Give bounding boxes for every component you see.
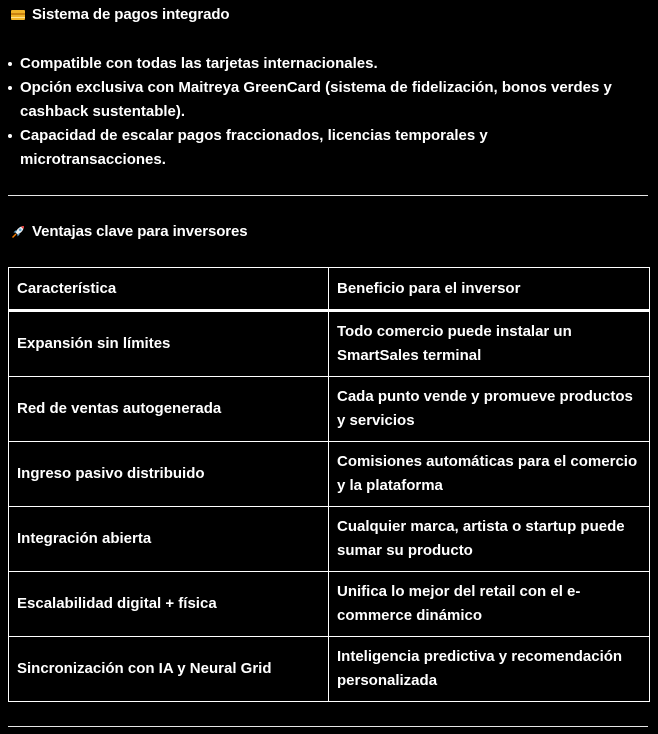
feature-cell: Expansión sin límites xyxy=(9,311,329,377)
feature-cell: Ingreso pasivo distribuido xyxy=(9,442,329,507)
benefit-cell: Todo comercio puede instalar un SmartSales terminal xyxy=(329,311,650,377)
table-row xyxy=(9,637,650,702)
feature-cell: Integración abierta xyxy=(9,507,329,572)
section-divider xyxy=(8,195,648,196)
benefit-cell: Comisiones automáticas para el comercio y la plataforma xyxy=(329,442,650,507)
bullet-text-bold: Maitreya GreenCard xyxy=(178,79,321,96)
feature-cell: Escalabilidad digital + física xyxy=(9,572,329,637)
table-row xyxy=(9,377,650,442)
table-row xyxy=(9,572,650,637)
table-row xyxy=(9,442,650,507)
feature-cell: Red de ventas autogenerada xyxy=(9,377,329,442)
advantages-heading xyxy=(10,223,247,240)
benefit-cell: Inteligencia predictiva y recomendación personalizada xyxy=(329,637,650,702)
advantages-table xyxy=(8,267,650,702)
credit-card-icon xyxy=(10,7,26,23)
table-row xyxy=(9,507,650,572)
bullet-text: Capacidad de escalar pagos fraccionados, licencias temporales y microtransacciones. xyxy=(20,127,488,168)
column-header-feature: Característica xyxy=(9,268,329,311)
feature-cell: Sincronización con IA y Neural Grid xyxy=(9,637,329,702)
table-header-row xyxy=(9,268,650,311)
bullet-item xyxy=(20,124,630,172)
advantages-heading-text: Ventajas clave para inversores xyxy=(32,223,248,240)
rocket-icon xyxy=(10,224,26,240)
column-header-benefit: Beneficio para el inversor xyxy=(329,268,650,311)
benefit-cell: Cada punto vende y promueve productos y servicios xyxy=(329,377,650,442)
table-row xyxy=(9,311,650,377)
bullet-item xyxy=(20,52,630,76)
section-divider-bottom xyxy=(8,726,648,727)
benefit-cell: Unifica lo mejor del retail con el e-commerce dinámico xyxy=(329,572,650,637)
bullet-text-suffix: (sistema de fidelización, bonos verdes y cashback sustentable). xyxy=(20,79,612,120)
bullet-text: Compatible con todas las tarjetas internacionales. xyxy=(20,55,378,72)
benefit-cell: Cualquier marca, artista o startup puede sumar su producto xyxy=(329,507,650,572)
payments-bullet-list xyxy=(0,52,630,172)
payments-heading xyxy=(10,6,229,23)
bullet-text-prefix: Opción exclusiva con xyxy=(20,79,179,96)
bullet-item xyxy=(20,76,630,124)
payments-heading-text: Sistema de pagos integrado xyxy=(32,6,230,23)
